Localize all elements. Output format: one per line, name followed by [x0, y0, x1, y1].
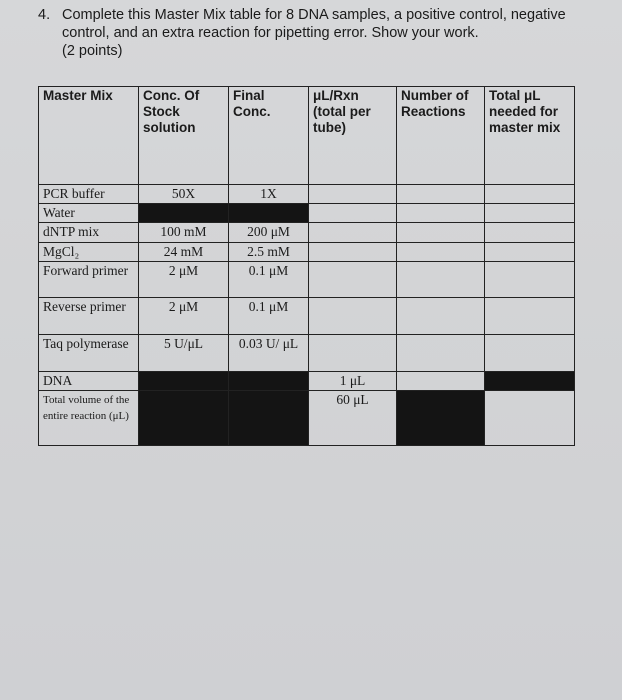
total-ul-cell[interactable] [485, 203, 575, 222]
header-master-mix: Master Mix [39, 87, 139, 185]
component-cell: dNTP mix [39, 223, 139, 242]
blacked-out-cell [139, 371, 229, 390]
number-reactions-cell[interactable] [397, 371, 485, 390]
blacked-out-cell [229, 371, 309, 390]
table-header-row [39, 87, 575, 185]
number-reactions-cell[interactable] [397, 335, 485, 372]
question-block [38, 6, 598, 60]
blacked-out-cell [229, 203, 309, 222]
final-conc-cell: 2.5 mM [229, 242, 309, 261]
table-row [39, 184, 575, 203]
final-conc-cell: 1X [229, 184, 309, 203]
stock-conc-cell: 24 mM [139, 242, 229, 261]
ul-rxn-cell[interactable] [309, 184, 397, 203]
ul-rxn-cell[interactable] [309, 335, 397, 372]
header-final-conc: Final Conc. [229, 87, 309, 185]
stock-conc-cell: 2 μM [139, 298, 229, 335]
blacked-out-cell [397, 391, 485, 446]
number-reactions-cell[interactable] [397, 203, 485, 222]
table-row [39, 242, 575, 261]
question-points: (2 points) [62, 43, 123, 59]
component-cell: MgCl₂ [39, 242, 139, 261]
stock-conc-cell: 2 μM [139, 261, 229, 298]
table-row [39, 371, 575, 390]
ul-rxn-cell[interactable] [309, 223, 397, 242]
table-row [39, 261, 575, 298]
number-reactions-cell[interactable] [397, 298, 485, 335]
number-reactions-cell[interactable] [397, 223, 485, 242]
question-number: 4. [38, 7, 51, 23]
number-reactions-cell[interactable] [397, 242, 485, 261]
table-row [39, 391, 575, 446]
table-row [39, 298, 575, 335]
header-total-ul: Total μL needed for master mix [485, 87, 575, 185]
total-ul-cell[interactable] [485, 261, 575, 298]
header-stock-conc: Conc. Of Stock solution [139, 87, 229, 185]
total-ul-cell[interactable] [485, 335, 575, 372]
ul-rxn-cell[interactable] [309, 242, 397, 261]
stock-conc-cell: 50X [139, 184, 229, 203]
stock-conc-cell: 5 U/μL [139, 335, 229, 372]
component-cell: Reverse primer [39, 298, 139, 335]
total-ul-cell[interactable] [485, 223, 575, 242]
ul-rxn-cell: 1 μL [309, 371, 397, 390]
component-cell: Total volume of the entire reaction (μL) [39, 391, 139, 446]
question-text: Complete this Master Mix table for 8 DNA samples, a positive control, negative control, and an extra reaction for pipetting error. Show your work. [62, 7, 566, 41]
component-cell: Water [39, 203, 139, 222]
ul-rxn-cell: 60 μL [309, 391, 397, 446]
master-mix-table [38, 86, 575, 446]
header-ul-per-rxn: μL/Rxn (total per tube) [309, 87, 397, 185]
final-conc-cell: 200 μM [229, 223, 309, 242]
total-ul-cell[interactable] [485, 391, 575, 446]
component-cell: DNA [39, 371, 139, 390]
table-row [39, 335, 575, 372]
ul-rxn-cell[interactable] [309, 298, 397, 335]
ul-rxn-cell[interactable] [309, 261, 397, 298]
header-number-reactions: Number of Reactions [397, 87, 485, 185]
number-reactions-cell[interactable] [397, 184, 485, 203]
final-conc-cell: 0.1 μM [229, 298, 309, 335]
total-ul-cell[interactable] [485, 184, 575, 203]
blacked-out-cell [229, 391, 309, 446]
total-ul-cell[interactable] [485, 242, 575, 261]
table-row [39, 223, 575, 242]
table-row [39, 203, 575, 222]
number-reactions-cell[interactable] [397, 261, 485, 298]
final-conc-cell: 0.03 U/ μL [229, 335, 309, 372]
component-cell: PCR buffer [39, 184, 139, 203]
total-ul-cell[interactable] [485, 298, 575, 335]
component-cell: Forward primer [39, 261, 139, 298]
stock-conc-cell: 100 mM [139, 223, 229, 242]
final-conc-cell: 0.1 μM [229, 261, 309, 298]
blacked-out-cell [139, 203, 229, 222]
blacked-out-cell [485, 371, 575, 390]
component-cell: Taq polymerase [39, 335, 139, 372]
ul-rxn-cell[interactable] [309, 203, 397, 222]
blacked-out-cell [139, 391, 229, 446]
